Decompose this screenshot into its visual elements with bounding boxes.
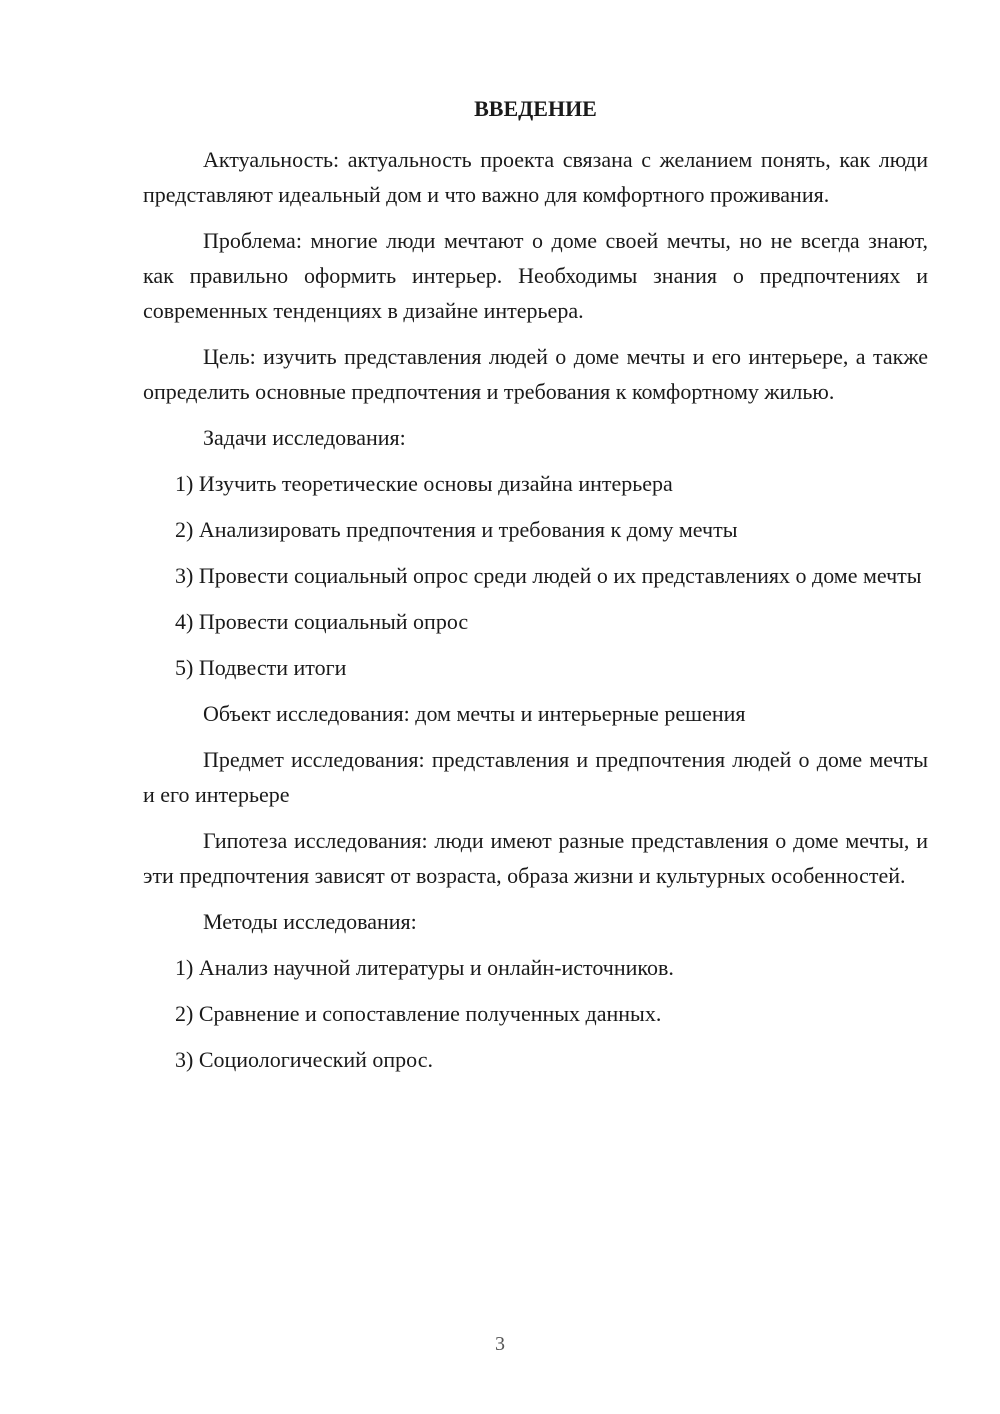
- section-heading: ВВЕДЕНИЕ: [474, 96, 597, 121]
- task-item: 2) Анализировать предпочтения и требования к дому мечты: [175, 517, 738, 542]
- problem-paragraph: Проблема: многие люди мечтают о доме своей мечты, но не всегда знают, как правильно оформить интерьер. Необходимы знания о предпочтениях и современных тенденциях в дизайне интерьера.: [143, 228, 928, 323]
- method-item: 1) Анализ научной литературы и онлайн-источников.: [175, 955, 674, 980]
- subject-paragraph: Предмет исследования: представления и предпочтения людей о доме мечты и его интерьере: [143, 747, 928, 807]
- hypothesis-paragraph: Гипотеза исследования: люди имеют разные представления о доме мечты, и эти предпочтения зависят от возраста, образа жизни и культурных особенностей.: [143, 828, 928, 888]
- task-item: 4) Провести социальный опрос: [175, 609, 469, 634]
- method-item: 2) Сравнение и сопоставление полученных данных.: [175, 1001, 662, 1026]
- goal-paragraph: Цель: изучить представления людей о доме мечты и его интерьере, а также определить основные предпочтения и требования к комфортному жилью.: [143, 344, 928, 404]
- task-item: 5) Подвести итоги: [175, 655, 347, 680]
- document-page: [143, 94, 928, 1088]
- method-item: 3) Социологический опрос.: [175, 1047, 433, 1072]
- object-paragraph: Объект исследования: дом мечты и интерьерные решения: [203, 701, 746, 726]
- task-item: 3) Провести социальный опрос среди людей о их представлениях о доме мечты: [175, 563, 922, 588]
- methods-heading: Методы исследования:: [203, 909, 417, 934]
- relevance-paragraph: Актуальность: актуальность проекта связана с желанием понять, как люди представляют идеальный дом и что важно для комфортного проживания.: [143, 147, 928, 207]
- task-item: 1) Изучить теоретические основы дизайна интерьера: [175, 471, 673, 496]
- page-number: 3: [495, 1333, 505, 1355]
- tasks-heading: Задачи исследования:: [203, 425, 406, 450]
